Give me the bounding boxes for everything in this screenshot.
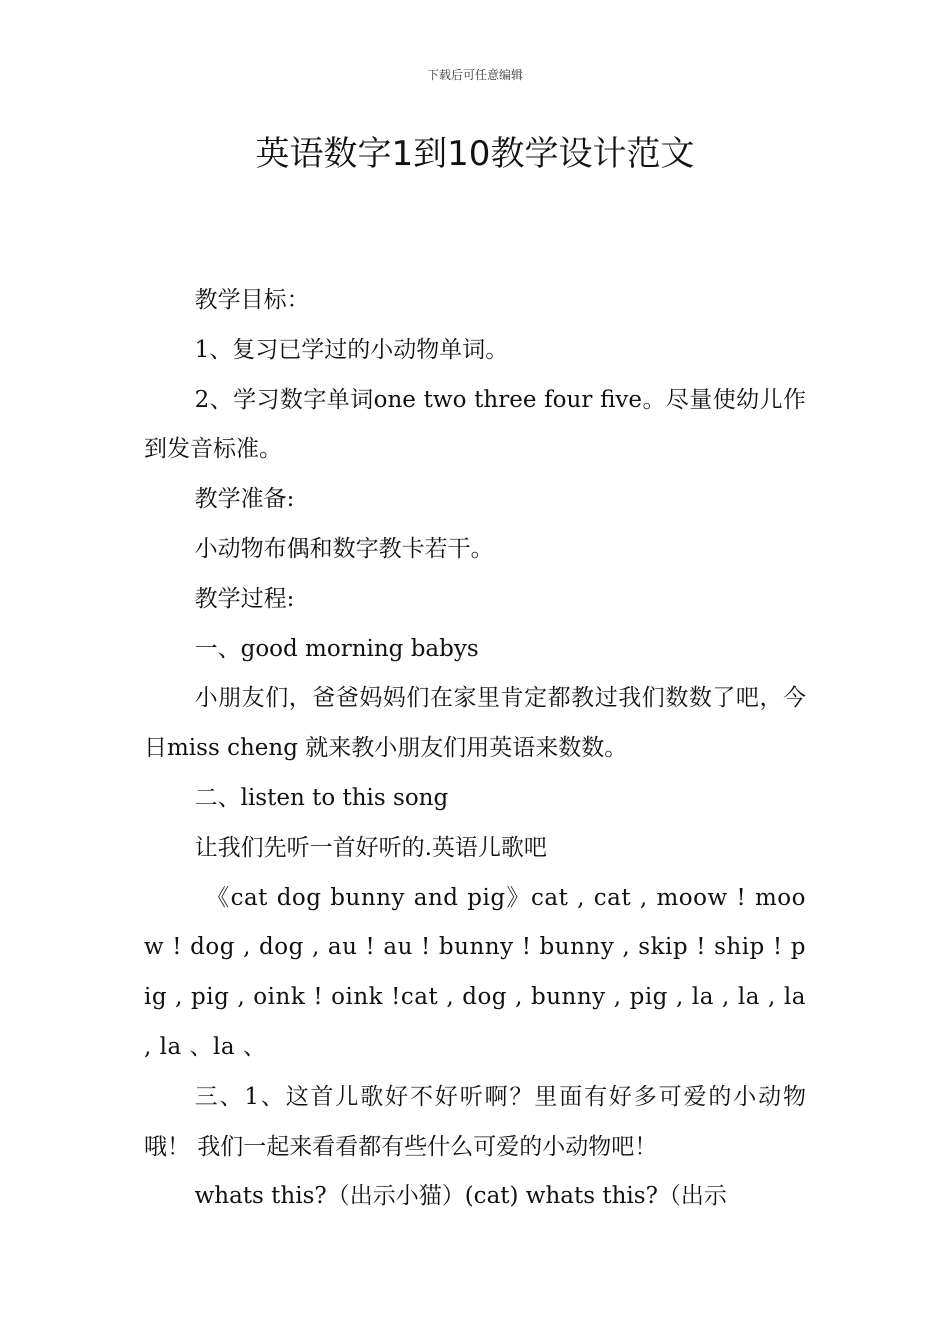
paragraph-step-3-questions: whats this?（出示小猫）(cat) whats this?（出示	[194, 1183, 727, 1210]
page-header: 下载后可任意编辑	[426, 68, 523, 82]
paragraph-step-2: 二、listen to this song	[194, 784, 449, 811]
paragraph-preparation: 小动物布偶和数字教卡若干。	[194, 535, 494, 562]
paragraph-preparation-heading: 教学准备:	[194, 486, 295, 513]
paragraph-process-heading: 教学过程:	[194, 585, 295, 612]
paragraph-step-1: 一、good morning babys	[194, 635, 479, 662]
paragraph-step-3: 三、1、这首儿歌好不好听啊？里面有好多可爱的小动物哦！ 我们一起来看看都有些什么可爱的小动物吧！	[144, 1083, 806, 1160]
document-body	[144, 276, 806, 1222]
document-title: 英语数字1到10教学设计范文	[255, 134, 695, 174]
paragraph-teaching-goals-heading: 教学目标：	[194, 287, 310, 313]
paragraph-goal-1: 1、复习已学过的小动物单词。	[194, 336, 509, 363]
paragraph-song-lyrics: 《cat dog bunny and pig》cat , cat , moow ! moow ! dog , dog , au ! au ! bunny ! bunny , skip ! ship ! pig , pig , oink ! oink !cat , dog , bunny , pig , la , la , la , la 、la 、	[144, 884, 806, 1060]
paragraph-step-1-text: 小朋友们，爸爸妈妈们在家里肯定都教过我们数数了吧，今日miss cheng 就来教小朋友们用英语来数数。	[144, 685, 806, 762]
paragraph-step-2-text: 让我们先听一首好听的.英语儿歌吧	[194, 834, 547, 861]
paragraph-goal-2: 2、学习数字单词one two three four five。尽量使幼儿作到发音标准。	[144, 386, 806, 463]
